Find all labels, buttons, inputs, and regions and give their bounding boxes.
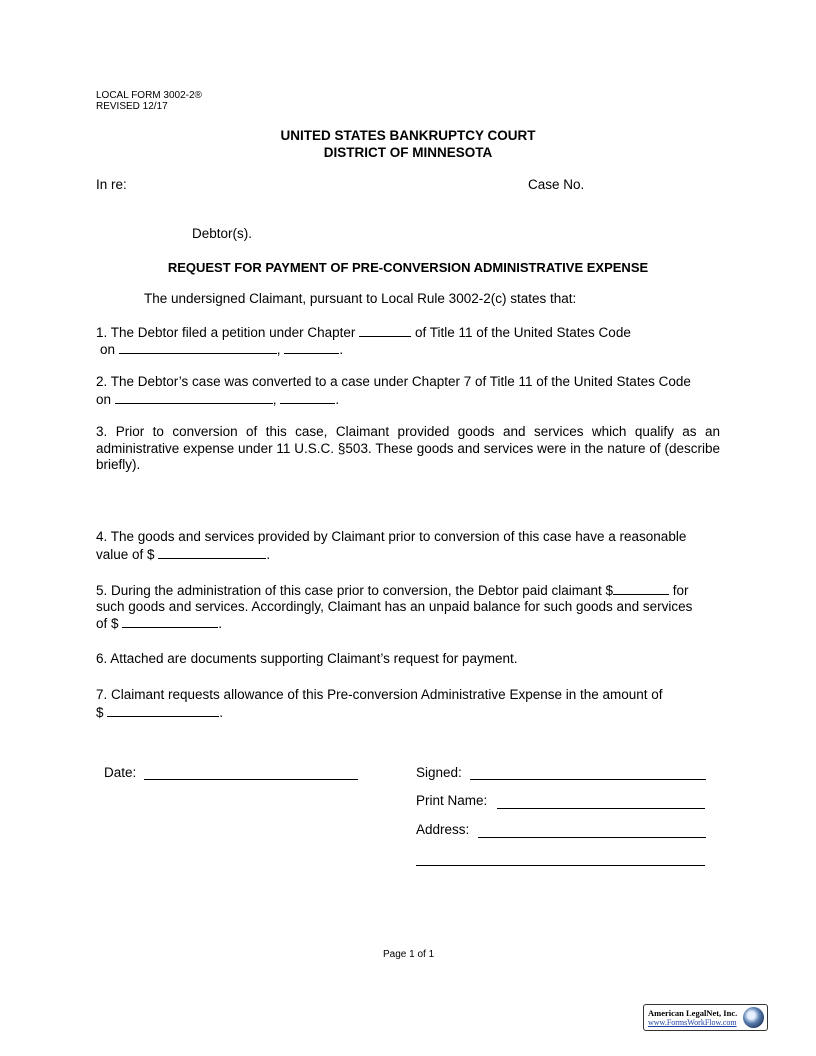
item-5-line-1 — [96, 582, 689, 600]
item-7-dollar: $ — [96, 705, 104, 720]
item-1-text-a: 1. The Debtor filed a petition under Chapter — [96, 325, 356, 340]
item-7-line-1: 7. Claimant requests allowance of this Pre-conversion Administrative Expense in the amount of — [96, 687, 663, 702]
item-1-text-b: of Title 11 of the United States Code — [414, 325, 631, 340]
address-line-2[interactable] — [416, 865, 705, 866]
item-5-line-3: of $ . — [96, 616, 223, 631]
case-no-label: Case No. — [528, 177, 585, 192]
paid-amount-blank[interactable] — [613, 582, 669, 595]
item-4-line-1: 4. The goods and services provided by Claimant prior to conversion of this case have a reasonable — [96, 529, 687, 544]
chapter-blank[interactable] — [359, 324, 411, 337]
logo-company-name: American LegalNet, Inc. — [648, 1008, 738, 1018]
logo-url[interactable]: www.FormsWorkFlow.com — [648, 1018, 737, 1027]
court-name: UNITED STATES BANKRUPTCY COURT — [280, 128, 536, 143]
item-5-text-a: 5. During the administration of this case prior to conversion, the Debtor paid claimant $ — [96, 583, 614, 598]
reasonable-value-blank[interactable] — [158, 546, 266, 559]
item-5-text-b: for — [672, 583, 689, 598]
date-label: Date: — [104, 765, 137, 780]
american-legalnet-logo[interactable] — [643, 1004, 768, 1031]
conversion-date-blank[interactable] — [115, 391, 273, 404]
form-number: LOCAL FORM 3002-2® — [96, 90, 202, 101]
debtors-label: Debtor(s). — [192, 226, 253, 241]
petition-year-blank[interactable] — [284, 341, 339, 354]
petition-date-blank[interactable] — [119, 341, 277, 354]
court-district: DISTRICT OF MINNESOTA — [323, 145, 493, 160]
item-4-line-2: value of $ . — [96, 547, 271, 562]
item-1-on: on — [100, 342, 116, 357]
date-line[interactable] — [144, 779, 358, 780]
item-7-line-2: $ . — [96, 705, 224, 720]
print-name-label: Print Name: — [416, 793, 488, 808]
signed-line[interactable] — [470, 779, 706, 780]
item-2-line-1: 2. The Debtor’s case was converted to a case under Chapter 7 of Title 11 of the United States Code — [96, 374, 691, 389]
item-5-line-2: such goods and services. Accordingly, Claimant has an unpaid balance for such goods and services — [96, 599, 693, 614]
item-5-text-d: of $ — [96, 616, 119, 631]
in-re-label: In re: — [96, 177, 127, 192]
page-number: Page 1 of 1 — [383, 949, 435, 960]
item-2-line-2: on , . — [96, 392, 340, 407]
item-3-text: 3. Prior to conversion of this case, Claimant provided goods and services which qualify as an administrative expense under 11 U.S.C. §503. These goods and services were in the nature of (describe briefly). — [96, 424, 720, 472]
item-4-value-label: value of $ — [96, 547, 155, 562]
globe-icon — [743, 1007, 764, 1028]
address-label: Address: — [416, 822, 470, 837]
item-2-on: on — [96, 392, 112, 407]
item-1-line-1 — [96, 324, 631, 342]
print-name-line[interactable] — [497, 808, 705, 809]
signed-label: Signed: — [416, 765, 462, 780]
item-6-text: 6. Attached are documents supporting Claimant’s request for payment. — [96, 651, 518, 666]
conversion-year-blank[interactable] — [280, 391, 335, 404]
item-1-line-2: on , . — [100, 342, 344, 357]
unpaid-balance-blank[interactable] — [122, 615, 218, 628]
form-title: REQUEST FOR PAYMENT OF PRE-CONVERSION ADMINISTRATIVE EXPENSE — [167, 260, 649, 275]
revised-date: REVISED 12/17 — [96, 101, 168, 112]
requested-amount-blank[interactable] — [107, 704, 219, 717]
address-line-1[interactable] — [478, 837, 706, 838]
intro-statement: The undersigned Claimant, pursuant to Local Rule 3002-2(c) states that: — [144, 291, 577, 306]
